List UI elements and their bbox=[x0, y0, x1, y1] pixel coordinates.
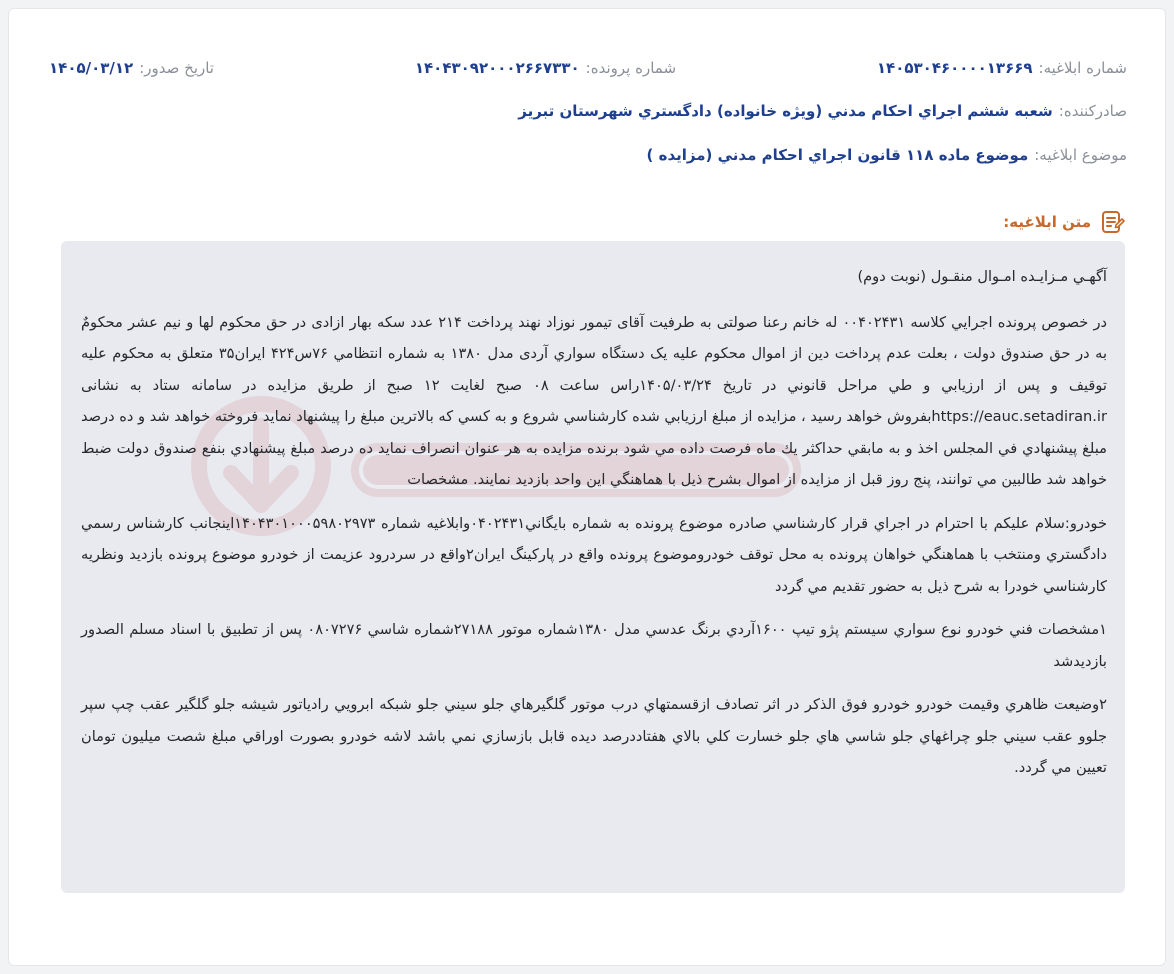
notice-paragraph: در خصوص پرونده اجرايي كلاسه ۰۰۴۰۲۴۳۱ له خانم رعنا صولتی به طرفيت آقای تيمور نوزاد نهند پرداخت ۲۱۴ عدد سكه بهار ازادی در حق محكوم لها و نيم عشر محكومٌ به در حق صندوق دولت ، بعلت عدم پرداخت دين از اموال محكوم عليه يک دستگاه سواري آردی مدل ۱۳۸۰ به شماره انتظامي ۷۶س۴۲۴ ايران۳۵ متعلق به محكوم عليه توقيف و پس از ارزيابي و طي مراحل قانوني در تاريخ ۱۴۰۵/۰۳/۲۴راس ساعت ۰۸ صبح لغايت ۱۲ صبح از طريق مزايده در سامانه ستاد به نشانی https://eauc.setadiran.irبفروش خواهد رسيد ، مزايده از مبلغ ارزيابي شده كارشناسي شروع و به كسي كه بالاترين مبلغ را پيشنهاد نمايد فروخته خواهد شد و ده درصد مبلغ پيشنهادي في المجلس اخذ و به مابقي حداكثر يك ماه فرصت داده مي شود برنده مزايده به هر عنوان انصراف نمايد ده درصد مبلغ پيشنهادي بنفع صندوق دولت ضبط خواهد شد طالبين مي توانند، پنج روز قبل از مزايده از اموال بشرح ذيل با هماهنگي اين واحد بازديد نمايند. مشخصات bbox=[81, 313, 1108, 488]
notice-text-heading-label: متن ابلاغيه: bbox=[1003, 213, 1091, 231]
issuer-value: شعبه ششم اجراي احكام مدني (ويژه خانواده) دادگستري شهرستان تبريز bbox=[518, 102, 1053, 120]
notice-number-value: ۱۴۰۵۳۰۴۶۰۰۰۰۱۳۶۶۹ bbox=[876, 59, 1033, 77]
case-number bbox=[415, 59, 676, 77]
meta-row-issuer bbox=[49, 102, 1127, 120]
notice-title: آگهـي مـزايـده امـوال منقـول (نوبت دوم) bbox=[857, 268, 1107, 285]
document-text-icon bbox=[1099, 209, 1125, 235]
notice-paragraph: ۲وضيعت ظاهري وقيمت خودرو خودرو فوق الذكر در اثر تصادف ازقسمتهاي درب موتور گلگيرهاي جلو سيني جلو شبكه ابرويي رادياتور شيشه جلو گلگير عقب چپ سپر جلوو عقب سيني جلو چراغهاي جلو شاسي هاي جلو خسارت كلي بالاي هفتاددرصد ديده قابل بازسازي نمي باشد لاشه خودرو بصورت اوراقي مبلغ شصت ميليون تومان تعيين مي گردد. bbox=[81, 696, 1107, 776]
notice-paragraph: ۱مشخصات فني خودرو نوع سواري سيستم پژو تيپ ۱۶۰۰آردي برنگ عدسي مدل ۱۳۸۰شماره موتور ۲۷۱۸۸شماره شاسي ۰۸۰۷۲۷۶ پس از تطبيق با اسناد مسلم الصدور بازديدشد bbox=[81, 621, 1107, 670]
subject-value: موضوع ماده ۱۱۸ قانون اجراي احكام مدني (مزايده ) bbox=[646, 146, 1029, 164]
notice-paragraph: خودرو:سلام عليكم با احترام در اجراي قرار كارشناسي صادره موضوع پرونده به شماره بايگاني۰۴۰۲۴۳۱وابلاغيه شماره ۱۴۰۴۳۰۱۰۰۰۵۹۸۰۲۹۷۳اينجانب كارشناس رسمي دادگستري ومنتخب با هماهنگي خواهان پرونده به محل توقف خودروموضوع پرونده واقع در پاركينگ ايران۲واقع در سردرود عزيمت از خودرو موضوع پرونده بازديد ونظريه كارشناسي خودرا به شرح ذيل به حضور تقديم مي گردد bbox=[81, 514, 1107, 595]
subject-label: موضوع ابلاغيه: bbox=[1034, 146, 1127, 164]
issue-date-value: ۱۴۰۵/۰۳/۱۲ bbox=[49, 59, 134, 77]
notice-body bbox=[61, 241, 1125, 893]
issuer-label: صادرکننده: bbox=[1058, 102, 1127, 120]
notice-number-label: شماره ابلاغيه: bbox=[1038, 59, 1127, 77]
issue-date-label: تاريخ صدور: bbox=[139, 59, 214, 77]
notice-text-heading bbox=[1003, 209, 1125, 235]
notice-number bbox=[877, 59, 1127, 77]
notice-card bbox=[8, 8, 1166, 966]
case-number-label: شماره پرونده: bbox=[585, 59, 677, 77]
issue-date bbox=[49, 59, 214, 77]
meta-row-numbers bbox=[49, 59, 1127, 77]
case-number-value: ۱۴۰۴۳۰۹۲۰۰۰۲۶۶۷۳۳۰ bbox=[414, 59, 580, 77]
meta-row-subject bbox=[49, 146, 1127, 164]
